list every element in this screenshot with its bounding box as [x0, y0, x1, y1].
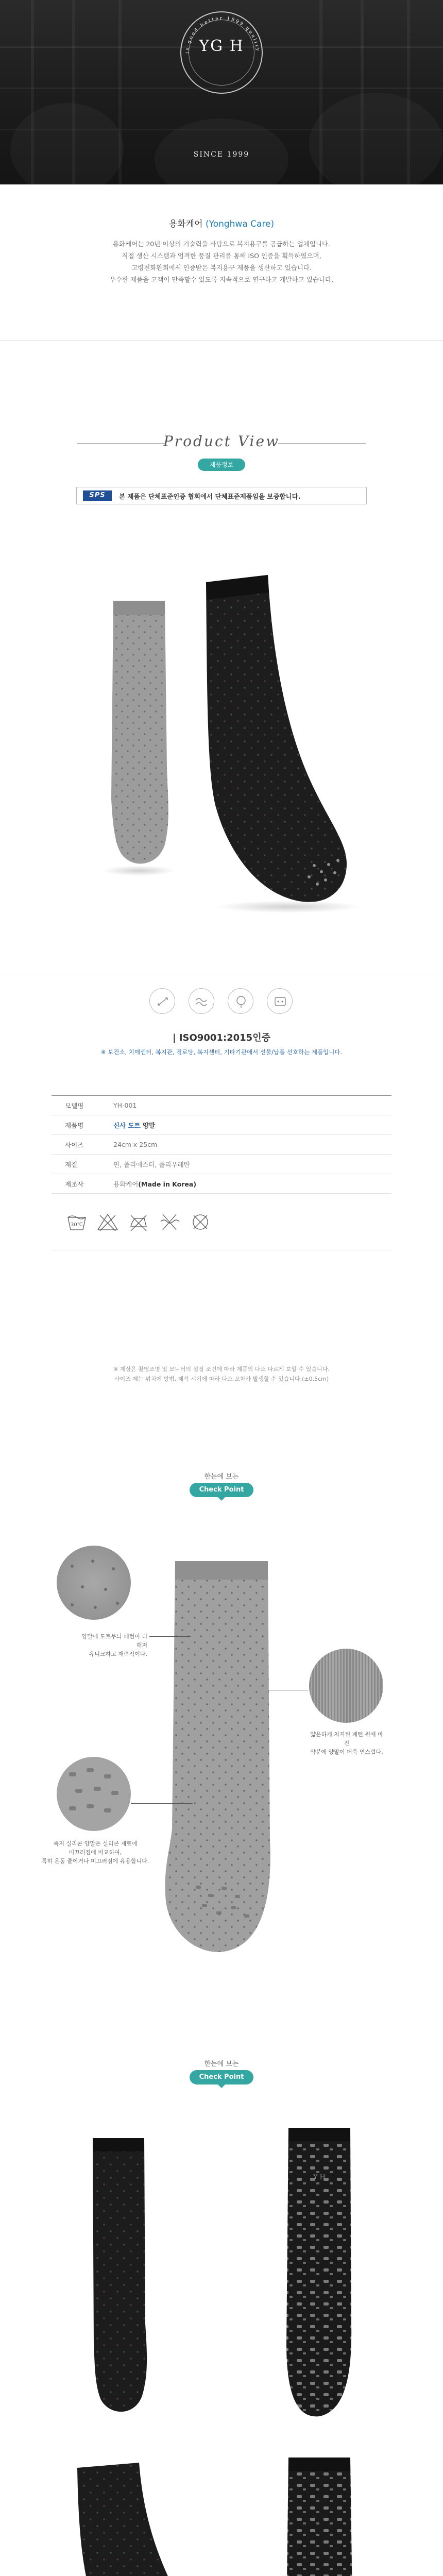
seal-monogram: YG H [199, 37, 244, 55]
spec-key: 모델명 [65, 1101, 84, 1110]
section-divider [0, 340, 443, 341]
note-line: 양말에 도트무늬 패턴이 더해져 [81, 1633, 147, 1649]
brand-name-ko: 용화케어 [168, 219, 203, 229]
no-iron-icon [127, 1210, 150, 1234]
brand-line: 고령친화환회에서 인증받은 복지용구 제품을 생산하고 있습니다. [131, 264, 312, 272]
since-label: SINCE 1999 [193, 150, 250, 159]
spec-key: 사이즈 [65, 1141, 84, 1149]
spec-note-line: ※ 제상은 촬영조명 및 모니터의 설정 조건에 따라 제품의 다소 다르게 보일 수 있습니다. [113, 1366, 330, 1372]
spec-value [113, 1121, 391, 1130]
checkpoint-subtitle: 한눈에 보는 [204, 2060, 239, 2068]
note-line: 특히 운동 줄이거나 미끄러짐에 유용합니다. [41, 1858, 149, 1865]
spec-table [52, 1095, 391, 1250]
brand-title [0, 216, 443, 229]
spec-note-line: 사이즈 제는 위치에 방법, 제작 시기에 따라 다소 오차가 발생할 수 있습니다.(±0.5cm) [114, 1376, 329, 1382]
product-view-title: Product View [163, 433, 280, 450]
spec-value: 면, 폴리에스터, 폴리우레탄 [113, 1160, 190, 1168]
spec-notes [0, 1364, 443, 1384]
iso-certification-title: | ISO9001:2015인증 [173, 1032, 270, 1043]
brand-seal-logo [180, 11, 263, 94]
note-knit-texture [308, 1730, 385, 1756]
spec-value: YH-001 [113, 1101, 137, 1109]
brand-name-en: (Yonghwa Care) [205, 219, 275, 229]
spec-value-highlight: 신사 도트 [113, 1121, 141, 1129]
leader-line [149, 1636, 191, 1637]
checkpoint-badge: Check Point [190, 1483, 253, 1497]
spec-row [52, 1174, 391, 1194]
note-dot-pattern [77, 1632, 147, 1658]
note-silicone-grip [41, 1839, 149, 1866]
feature-icons-row [149, 988, 294, 1019]
note-line: 미끄러짐에 비교하여, [69, 1849, 122, 1856]
note-line: 족저 실리콘 양말은 실리콘 재료에 [53, 1840, 138, 1847]
manufacturer-origin: (Made in Korea) [138, 1180, 197, 1188]
spec-row [52, 1155, 391, 1174]
note-line: 약분에 양말이 더욱 연스럽다. [310, 1749, 383, 1755]
no-wring-icon [158, 1210, 181, 1234]
hero-banner [0, 0, 443, 184]
leader-line [131, 1803, 193, 1804]
spec-row [52, 1096, 391, 1115]
wash-30-icon [65, 1210, 89, 1234]
black-sock-image [206, 575, 361, 913]
checkpoint-image-black [0, 2107, 443, 2576]
care-icons [52, 1210, 212, 1234]
stretch-icon [149, 988, 175, 1014]
manufacturer-name: 용화케어 [113, 1180, 139, 1188]
checkpoint-subtitle: 한눈에 보는 [204, 1473, 239, 1481]
seal-ring-text: is good better 1999 quality [184, 15, 261, 54]
brand-line: 용화케어는 20년 이상의 기술력을 바탕으로 복지용구를 공급하는 업체입니다. [112, 240, 331, 248]
product-main-image [0, 510, 443, 963]
checkpoint-badge: Check Point [190, 2070, 253, 2084]
no-dryclean-icon [189, 1210, 212, 1234]
svg-text:Y H: Y H [313, 2174, 326, 2181]
zoom-dot-pattern [57, 1546, 131, 1620]
spec-row [52, 1115, 391, 1135]
zoom-knit-texture [309, 1649, 383, 1723]
note-line: 유니크하고 재력적이다. [89, 1651, 147, 1657]
spec-value-rest: 양말 [140, 1121, 156, 1129]
note-line: 얇은하게 처지된 패턴 원에 마진 [310, 1731, 383, 1747]
spec-value: 24cm x 25cm [113, 1141, 158, 1148]
spec-value [113, 1179, 391, 1189]
antislip-icon [267, 988, 293, 1014]
iso-certification-subtitle: ※ 보건소, 치매센터, 복지관, 경로당, 복지센터, 기타기관에서 선물/납품 선호하는 제품입니다. [100, 1048, 343, 1056]
certification-text: 본 제품은 단체표준인증 협회에서 단체표준제품임을 보증합니다. [119, 493, 301, 500]
product-info-badge: 제품정보 [198, 459, 245, 471]
zoom-silicone-grip [57, 1757, 131, 1831]
no-bleach-icon [96, 1210, 120, 1234]
spec-key: 제조사 [65, 1180, 84, 1188]
certification-bar [76, 487, 367, 504]
spec-key: 제품명 [65, 1121, 84, 1129]
softness-icon [189, 988, 214, 1014]
grey-sock-image [103, 601, 175, 876]
wash-temperature: 30℃ [71, 1222, 83, 1228]
brand-line: 우수한 제품을 고객이 만족할수 있도록 지속적으로 연구하고 개발하고 있습니다. [109, 276, 334, 283]
cotton-icon [228, 988, 253, 1014]
spec-key: 재질 [65, 1160, 78, 1168]
brand-line: 직접 생산 시스템과 엄격한 품질 관리를 통해 ISO 인증을 획득하였으며, [122, 252, 321, 260]
brand-description [62, 238, 381, 285]
care-instructions-row [52, 1194, 391, 1250]
spec-row [52, 1135, 391, 1155]
sps-logo: SPS [83, 490, 112, 501]
